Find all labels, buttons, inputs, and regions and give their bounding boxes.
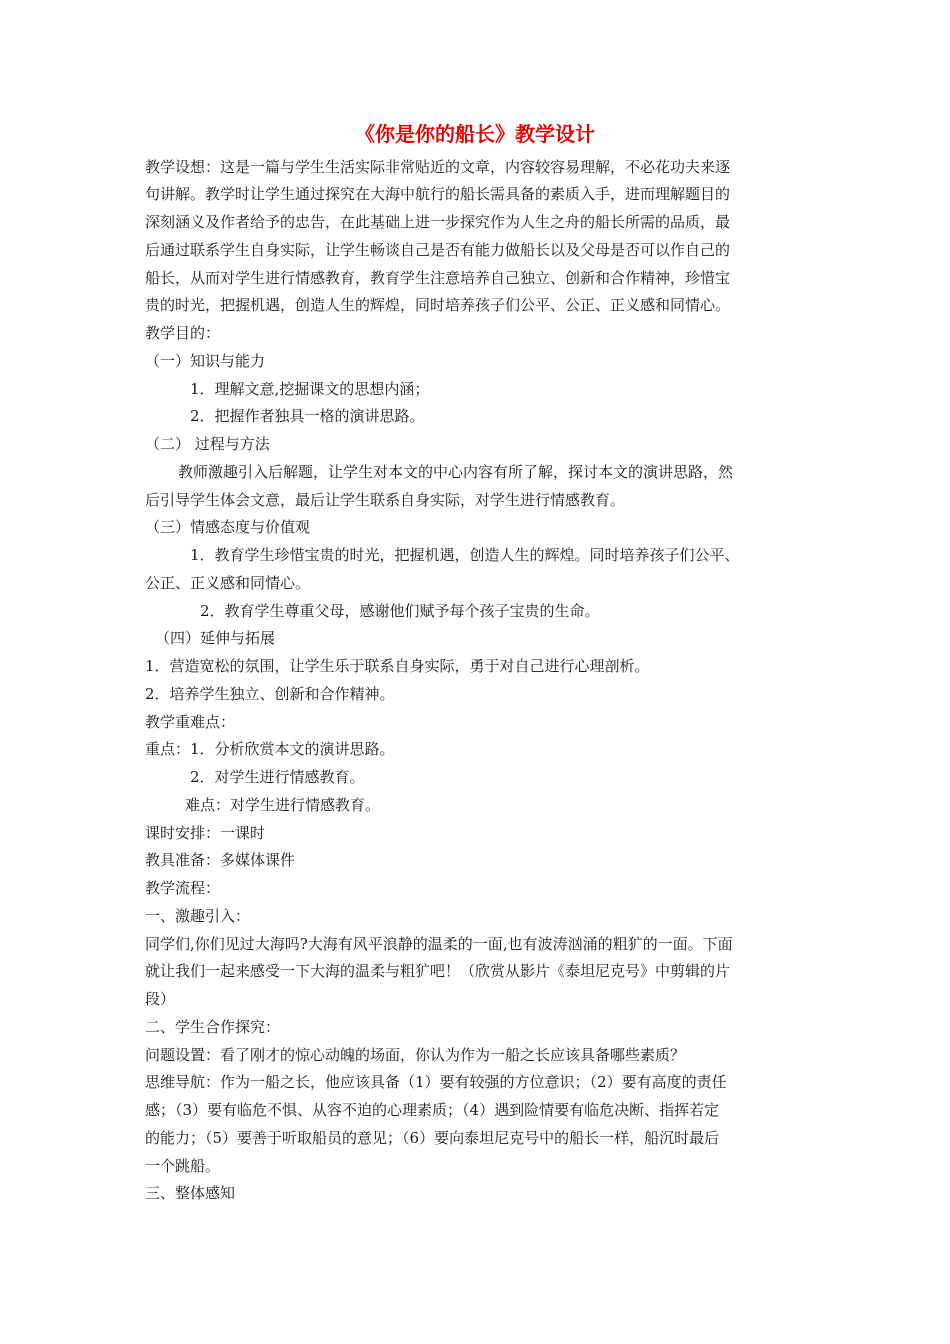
section-heading: （四）延伸与拓展 <box>155 629 276 647</box>
text-line: 一个跳船。 <box>145 1157 221 1175</box>
text-line: 句讲解。教学时让学生通过探究在大海中航行的船长需具备的素质入手，进而理解题目的 <box>145 185 731 203</box>
text-line: 船长，从而对学生进行情感教育，教育学生注意培养自己独立、创新和合作精神，珍惜宝 <box>145 269 731 287</box>
text-line: 感；（3）要有临危不惧、从容不迫的心理素质；（4）遇到险情要有临危决断、指挥若定 <box>145 1101 720 1119</box>
text-line: 的能力；（5）要善于听取船员的意见；（6）要向泰坦尼克号中的船长一样，船沉时最后 <box>145 1129 720 1147</box>
text-line: 教师激趣引入后解题，让学生对本文的中心内容有所了解，探讨本文的演讲思路，然 <box>178 463 734 481</box>
section-heading: 教学重难点： <box>145 713 236 731</box>
text-line: 同学们,你们见过大海吗?大海有风平浪静的温柔的一面,也有波涛汹涌的粗犷的一面。下面 <box>145 935 733 953</box>
text-line: 教学设想：这是一篇与学生生活实际非常贴近的文章，内容较容易理解，不必花功夫来逐 <box>145 158 731 176</box>
text-line: 后通过联系学生自身实际，让学生畅谈自己是否有能力做船长以及父母是否可以作自己的 <box>145 241 731 259</box>
text-line: 公正、正义感和同情心。 <box>145 574 311 592</box>
section-heading: （一）知识与能力 <box>145 352 266 370</box>
text-line: 后引导学生体会文意，最后让学生联系自身实际，对学生进行情感教育。 <box>145 491 626 509</box>
list-item: 2．培养学生独立、创新和合作精神。 <box>145 685 395 703</box>
section-heading: 二、学生合作探究： <box>145 1018 281 1036</box>
text-line: 重点：1．分析欣赏本文的演讲思路。 <box>145 740 395 758</box>
section-heading: （三）情感态度与价值观 <box>145 518 311 536</box>
document-title: 《你是你的船长》教学设计 <box>355 122 595 146</box>
list-item: 1．理解文意,挖掘课文的思想内涵； <box>190 380 430 398</box>
section-heading: 三、整体感知 <box>145 1184 236 1202</box>
list-item: 2．教育学生尊重父母，感谢他们赋予每个孩子宝贵的生命。 <box>200 602 600 620</box>
text-line: 教具准备：多媒体课件 <box>145 851 296 869</box>
text-line: 段） <box>145 990 176 1008</box>
list-item: 1．教育学生珍惜宝贵的时光，把握机遇，创造人生的辉煌。同时培养孩子们公平、 <box>190 546 740 564</box>
section-heading: 教学流程： <box>145 879 221 897</box>
list-item: 2．对学生进行情感教育。 <box>190 768 365 786</box>
text-line: 深刻涵义及作者给予的忠告，在此基础上进一步探究作为人生之舟的船长所需的品质，最 <box>145 213 731 231</box>
section-heading: （二） 过程与方法 <box>145 435 270 453</box>
text-line: 贵的时光，把握机遇，创造人生的辉煌，同时培养孩子们公平、公正、正义感和同情心。 <box>145 296 731 314</box>
section-heading: 教学目的： <box>145 324 221 342</box>
text-line: 问题设置：看了刚才的惊心动魄的场面，你认为作为一船之长应该具备哪些素质？ <box>145 1046 686 1064</box>
list-item: 1．营造宽松的氛围，让学生乐于联系自身实际，勇于对自己进行心理剖析。 <box>145 657 650 675</box>
text-line: 思维导航：作为一船之长，他应该具备（1）要有较强的方位意识；（2）要有高度的责任 <box>145 1073 727 1091</box>
text-line: 课时安排：一课时 <box>145 824 266 842</box>
list-item: 2．把握作者独具一格的演讲思路。 <box>190 407 425 425</box>
section-heading: 一、激趣引入： <box>145 907 251 925</box>
text-line: 难点：对学生进行情感教育。 <box>185 796 381 814</box>
text-line: 就让我们一起来感受一下大海的温柔与粗犷吧！（欣赏从影片《泰坦尼克号》中剪辑的片 <box>145 962 731 980</box>
